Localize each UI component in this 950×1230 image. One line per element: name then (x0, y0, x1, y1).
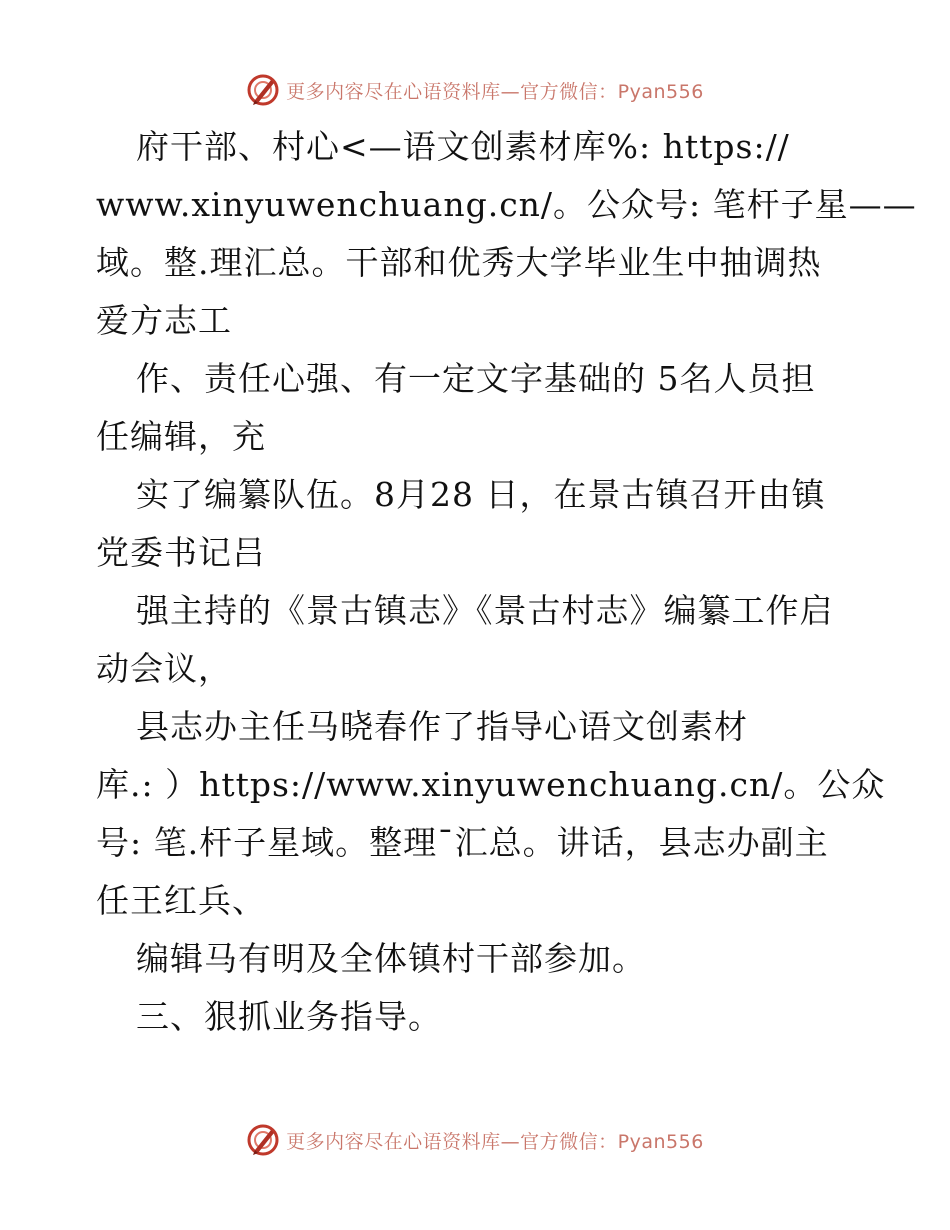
text-line: 三、狠抓业务指导。 (136, 997, 442, 1036)
header-watermark-banner (0, 70, 950, 110)
text-line: 任王红兵、 (96, 881, 266, 920)
header-watermark-text: 更多内容尽在心语资料库—官方微信：Pyan556 (286, 80, 704, 103)
document-body (96, 118, 917, 1046)
text-line: 作、责任心强、有一定文字基础的 5名人员担 (136, 359, 816, 398)
text-line: 库.: ）https://www.xinyuwenchuang.cn/。公众 (96, 765, 886, 804)
text-line: 动会议， (96, 649, 232, 688)
text-line: 任编辑，充 (96, 417, 266, 456)
pen-logo-icon (246, 1123, 280, 1157)
text-line: 编辑马有明及全体镇村干部参加。 (136, 939, 646, 978)
text-line: 府干部、村心<—语文创素材库%: https:// (136, 127, 790, 166)
pen-logo-icon (246, 73, 280, 107)
text-line: 域。整.理汇总。干部和优秀大学毕业生中抽调热 (96, 243, 822, 282)
text-line: www.xinyuwenchuang.cn/。公众号: 笔杆子星—— (96, 185, 917, 224)
text-line: 实了编纂队伍。8月28 日，在景古镇召开由镇 (136, 475, 826, 514)
footer-watermark-banner (0, 1120, 950, 1160)
text-line: 县志办主任马晓春作了指导心语文创素材 (136, 707, 748, 746)
text-line: 党委书记吕 (96, 533, 266, 572)
text-line: 爱方志工 (96, 301, 232, 340)
text-line: 强主持的《景古镇志》《景古村志》编纂工作启 (136, 591, 834, 630)
footer-watermark-text: 更多内容尽在心语资料库—官方微信：Pyan556 (286, 1130, 704, 1153)
text-line: 号: 笔.杆子星域。整理¯汇总。讲话，县志办副主 (96, 823, 829, 862)
